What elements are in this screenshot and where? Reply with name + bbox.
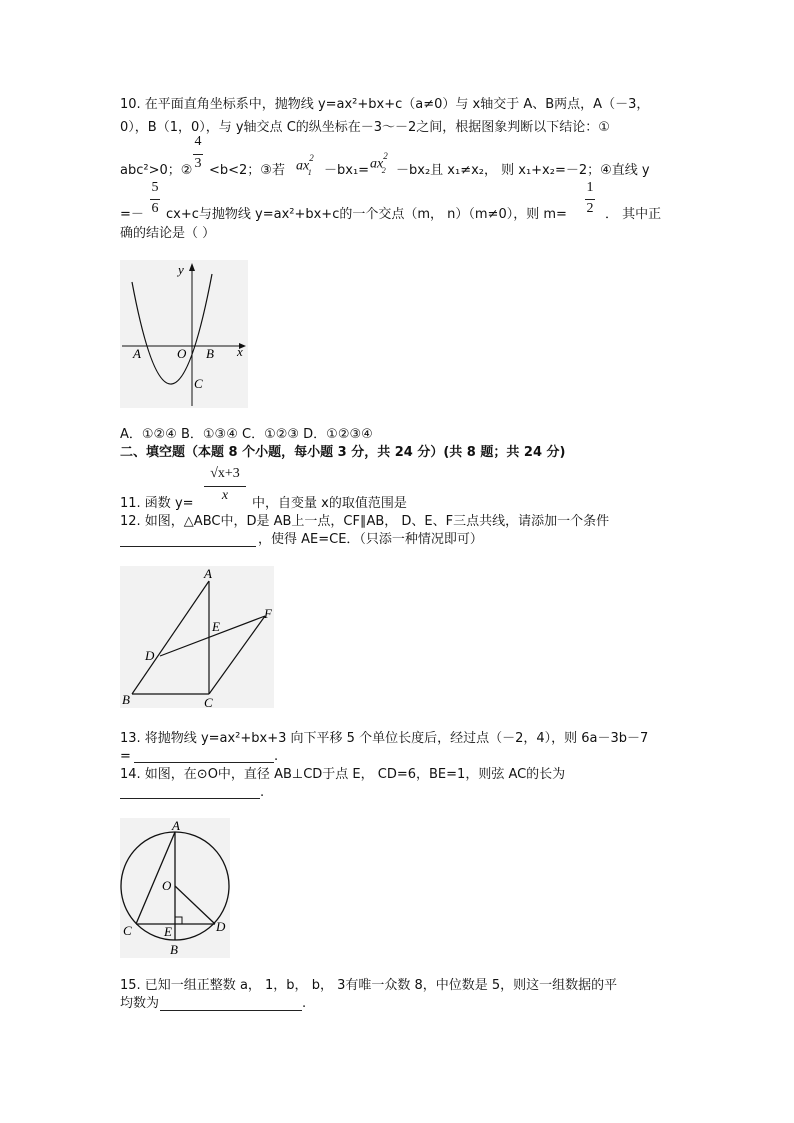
- label-x: x: [237, 344, 243, 359]
- q10-line-3b: <b<2；③若: [209, 163, 285, 178]
- label-F: F: [264, 606, 272, 621]
- q12-line-2: ，使得 AE=CE．（只添一种情况即可）: [258, 532, 483, 547]
- label-D: D: [216, 919, 226, 934]
- label-B: B: [206, 346, 214, 361]
- q11-text-a: 11. 函数 y=: [120, 496, 194, 511]
- q10-line-2: 0），B（1，0），与 y轴交点 C的纵坐标在－3～－2之间，根据图象判断以下结论：①: [120, 120, 610, 135]
- graph-background: [120, 260, 248, 408]
- ax1-squared: $ax^2_1$: [296, 153, 314, 178]
- fraction-4-3-denominator: 3: [194, 156, 202, 171]
- q13-line-1: 13. 将抛物线 y=ax²+bx+3 向下平移 5 个单位长度后，经过点（－2，4），则 6a－3b－7: [120, 731, 649, 746]
- q14-answer-blank: [120, 798, 260, 799]
- label-O: O: [177, 346, 187, 361]
- label-A: A: [172, 818, 180, 833]
- label-A: A: [204, 566, 212, 581]
- fraction-1-2-bar: [585, 199, 595, 200]
- label-E: E: [212, 619, 220, 634]
- q14-line-1: 14. 如图，在⊙O中，直径 AB⊥CD于点 E， CD=6，BE=1，则弦 AC的长为: [120, 767, 566, 782]
- label-C: C: [123, 923, 132, 938]
- q10-line-3d: －bx₂且 x₁≠x₂， 则 x₁+x₂=－2；④直线 y: [396, 163, 650, 178]
- label-B: B: [170, 942, 178, 957]
- q10-line-3a: abc²>0；②: [120, 163, 193, 178]
- q12-answer-blank: [120, 546, 256, 547]
- q10-options: A．①②④ B．①③④ C．①②③ D．①②③④: [120, 427, 373, 442]
- q15-line-1: 15. 已知一组正整数 a， 1，b， b， 3有唯一众数 8，中位数是 5，则这一组数据的平: [120, 978, 618, 993]
- section-heading: 二、填空题（本题 8 个小题，每小题 3 分，共 24 分）(共 8 题；共 24 分): [120, 445, 566, 460]
- q13-line-2: =: [120, 749, 131, 764]
- label-C: C: [204, 695, 213, 708]
- fraction-5-6-denominator: 6: [151, 201, 159, 216]
- q10-line-5: 确的结论是（ ）: [120, 226, 216, 241]
- q15-period: .: [302, 996, 307, 1011]
- q11-numerator: √x+3: [210, 466, 240, 481]
- q10-line-4a: =－: [120, 207, 144, 222]
- circle-figure: [120, 818, 230, 958]
- fraction-1-2-denominator: 2: [586, 201, 594, 216]
- q12-line-1: 12. 如图，△ABC中，D是 AB上一点，CF∥AB， D、E、F三点共线，请添加一个条件: [120, 514, 610, 529]
- figure-background: [120, 566, 274, 708]
- fraction-4-3-bar: [193, 154, 203, 155]
- q10-line-4b: cx+c与抛物线 y=ax²+bx+c的一个交点（m， n）（m≠0），则 m=: [166, 207, 567, 222]
- fraction-4-3-numerator: 4: [194, 134, 202, 149]
- q10-line-3c: －bx₁=: [324, 163, 370, 178]
- q15-answer-blank: [160, 1010, 302, 1011]
- q15-line-2: 均数为: [120, 996, 160, 1011]
- q11-fraction-bar: [204, 486, 246, 487]
- q10-line-4c: ． 其中正: [605, 207, 662, 222]
- fraction-5-6-numerator: 5: [151, 180, 159, 195]
- q13-period: .: [274, 749, 279, 764]
- label-C: C: [194, 376, 203, 391]
- q13-answer-blank: [134, 762, 274, 763]
- label-B: B: [122, 692, 130, 707]
- q11-denominator: x: [221, 488, 229, 503]
- q11-text-b: 中，自变量 x的取值范围是: [252, 496, 407, 511]
- label-D: D: [145, 648, 155, 663]
- triangle-figure: [120, 566, 274, 708]
- q14-period: .: [260, 785, 265, 800]
- label-A: A: [133, 346, 141, 361]
- label-E: E: [164, 924, 172, 939]
- label-O: O: [162, 878, 172, 893]
- label-y: y: [178, 262, 184, 277]
- fraction-1-2-numerator: 1: [586, 180, 594, 195]
- q10-line-1: 10. 在平面直角坐标系中，抛物线 y=ax²+bx+c（a≠0）与 x轴交于 A、B两点，A（－3，: [120, 97, 650, 112]
- ax2-squared: $ax^2_2$: [370, 151, 388, 176]
- fraction-5-6-bar: [150, 199, 160, 200]
- parabola-graph: [120, 260, 248, 408]
